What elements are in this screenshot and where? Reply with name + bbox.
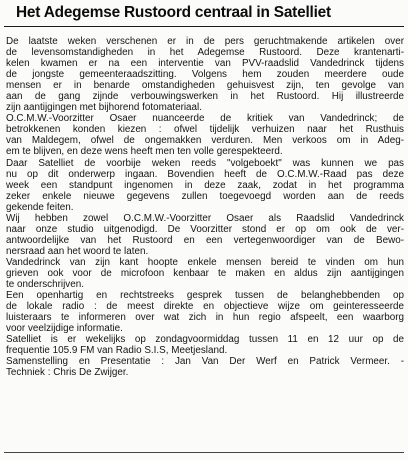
article-line: de jongste gemeenteraadszitting. Volgens hem zouden meerdere oude [6, 69, 404, 81]
article-line: kelen kwamen er na een interventie van PVV-raadslid Vandedrinck tijdens [6, 58, 404, 70]
article-line: antwoordelijke van het Rustoord en een vertegenwoordiger van de Bewo- [6, 234, 404, 246]
article-line: gekende feiten. [6, 201, 74, 213]
article-line: zijn aantijgingen met bijhorend fotomateriaal. [6, 102, 202, 114]
article-line: Techniek : Chris De Zwijger. [6, 367, 129, 379]
article-line: Wij hebben zowel O.C.M.W.-Voorzitter Osaer als Raadslid Vandedrinck [6, 212, 404, 224]
article-headline: Het Adegemse Rustoord centraal in Satelliet [16, 4, 331, 21]
article-line: Vandedrinck van zijn kant hoopte enkele mensen bereid te vinden om hun [6, 256, 404, 268]
article-line: frequentie 105.9 FM van Radio S.I.S, Meetjesland. [6, 345, 228, 357]
article-body [6, 36, 404, 378]
article-line: week een standpunt ingenomen in deze zaak, zodat in het programma [6, 179, 404, 191]
article-line: grieven ook voor de microfoon kenbaar te maken en aldus zijn aantijgingen [6, 267, 404, 279]
article-line: luisteraars te informeren over wat zich in hun regio afspeelt, een waarborg [6, 312, 404, 324]
article-line: voor veelzijdige informatie. [6, 323, 123, 335]
article-line: zeker enkele nieuwe gegevens zullen toegevoegd worden aan de reeds [6, 190, 404, 202]
article-line: de lokale radio : de meest direkte en objectieve wijze om geinteresseerde [6, 301, 404, 313]
article-line: Een openhartig en rechtstreeks gesprek tussen de belanghebbenden op [6, 290, 404, 302]
article-line: Daar Satelliet de voorbije weken reeds "volgeboekt" was kunnen we pas [6, 157, 404, 169]
article-line: van Maldegem, ofwel de ongemakken verduren. Men verkoos om in Adeg- [6, 135, 404, 147]
article-line: naar onze studio uitgenodigd. De Voorzitter stond er op om ook de ver- [6, 223, 404, 235]
article-line: te onderschrijven. [6, 279, 84, 291]
article-line: mensen er in benarde omstandigheden gehuisvest zijn, ten gevolge van [6, 80, 404, 92]
article-line: de levensomstandigheden in het Adegemse Rustoord. Deze krantenarti- [6, 47, 404, 59]
article-line: nu op dit onderwerp ingaan. Bovendien heeft de O.C.M.W.-Raad pas deze [6, 168, 404, 180]
headline-rule [4, 26, 404, 27]
article-line: De laatste weken verschenen er in de pers geruchtmakende artikelen over [6, 36, 404, 47]
article-line: O.C.M.W.-Voorzitter Osaer nuanceerde de kritiek van Vandedrinck; de [6, 113, 404, 125]
article-line: Satelliet is er wekelijks op zondagvoormiddag tussen 11 en 12 uur op de [6, 334, 404, 346]
article-line: betrokkenen konden kiezen : ofwel tijdelijk verhuizen naar het Rusthuis [6, 124, 404, 136]
article-line: nersraad aan het woord te laten. [6, 245, 149, 257]
article-line: em te blijven, en deze wens heeft men ten volle gerespekteerd. [6, 146, 283, 158]
article-line: Samenstelling en Presentatie : Jan Van Der Werf en Patrick Vermeer. - [6, 356, 404, 368]
article-line: aan de gang zijnde verbouwingswerken in het Rustoord. Hij illustreerde [6, 91, 404, 103]
bottom-rule [4, 452, 404, 453]
